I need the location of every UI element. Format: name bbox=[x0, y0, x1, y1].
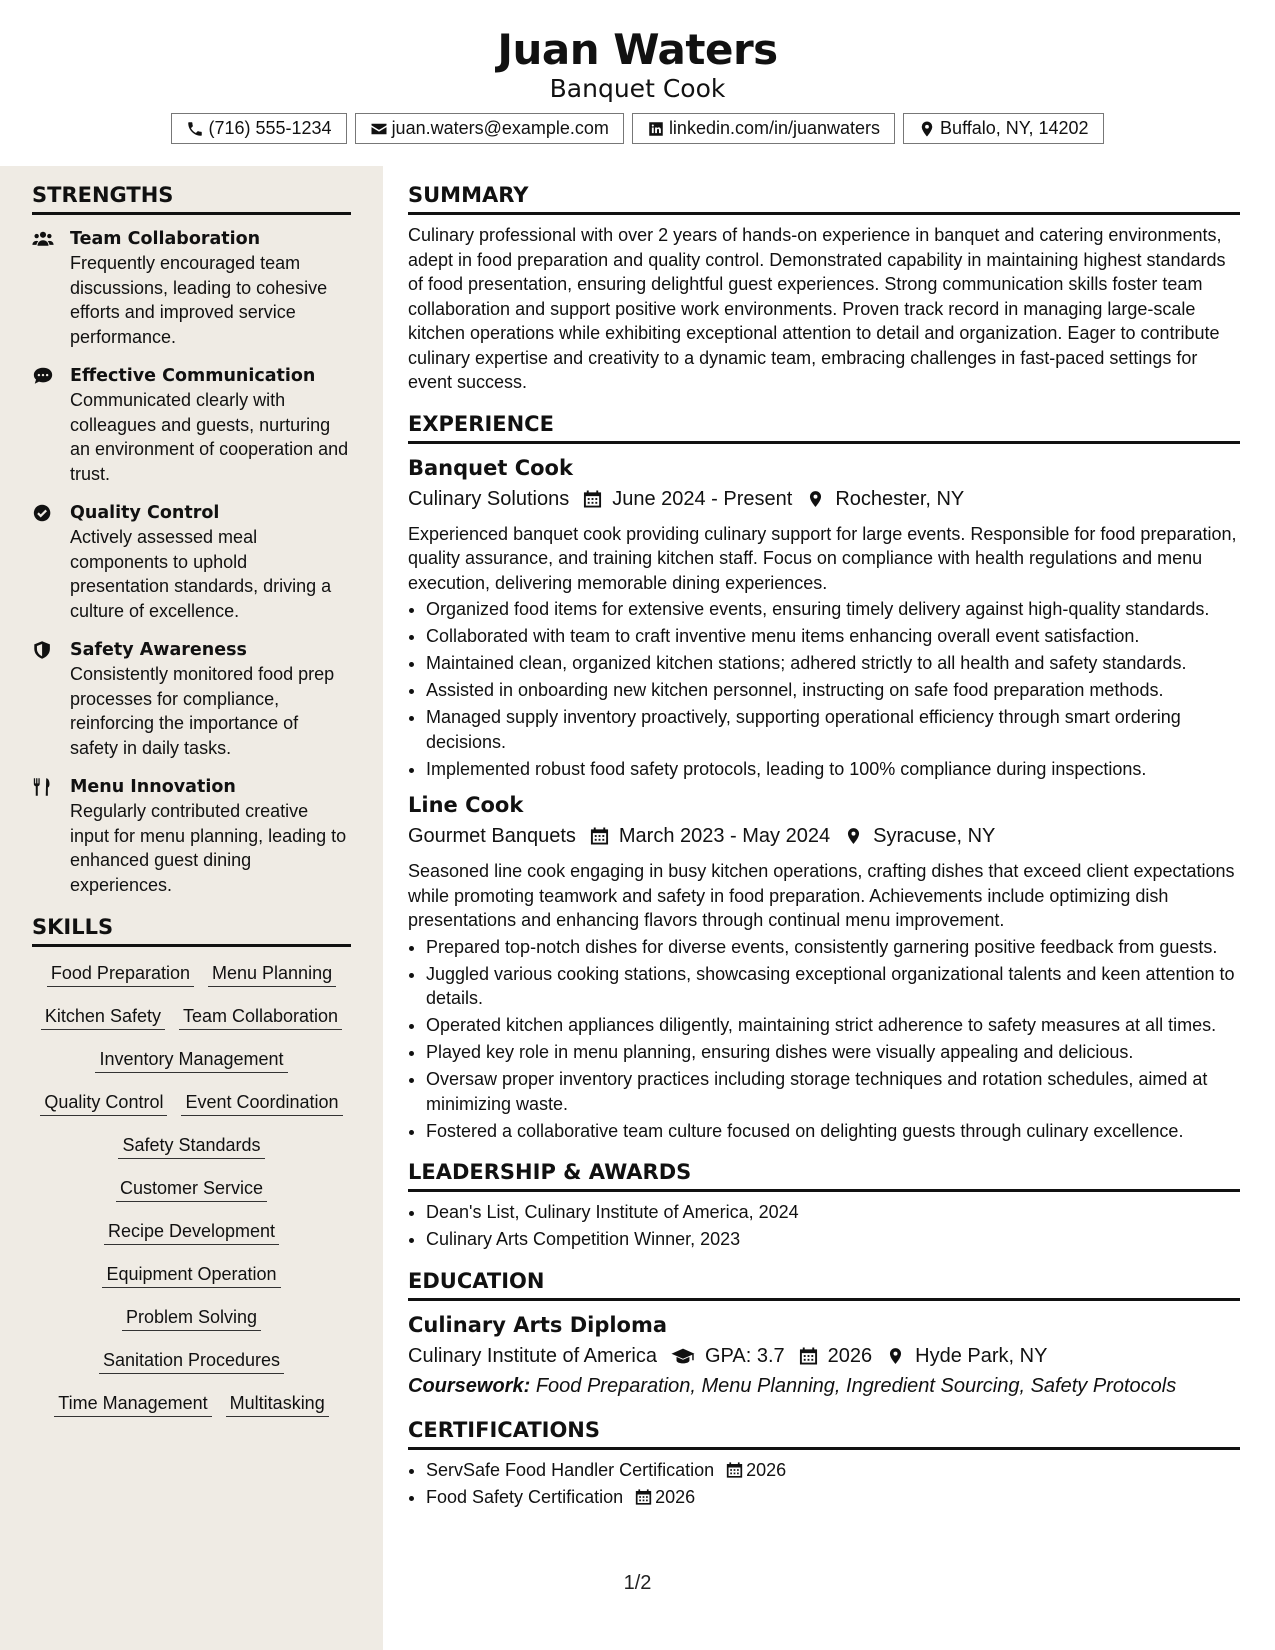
calendar-icon bbox=[590, 826, 609, 846]
contact-location[interactable] bbox=[903, 113, 1103, 144]
skill-tag: Event Coordination bbox=[181, 1090, 342, 1116]
certifications-list bbox=[408, 1458, 1240, 1510]
sidebar bbox=[0, 166, 383, 1650]
main-content bbox=[408, 166, 1240, 1512]
skills-list bbox=[32, 961, 351, 1417]
map-pin-icon bbox=[886, 1346, 905, 1366]
graduation-cap-icon bbox=[671, 1346, 695, 1366]
contact-phone[interactable] bbox=[171, 113, 346, 144]
job-title: Line Cook bbox=[408, 793, 524, 817]
job-location: Rochester, NY bbox=[835, 487, 965, 510]
strength-item bbox=[32, 501, 351, 623]
job-dates: March 2023 - May 2024 bbox=[618, 825, 831, 847]
skill-tag: Sanitation Procedures bbox=[99, 1348, 284, 1374]
coursework-text: Food Preparation, Menu Planning, Ingredient Sourcing, Safety Protocols bbox=[535, 1374, 1177, 1397]
strength-item bbox=[32, 364, 351, 486]
list-item: • Operated kitchen appliances diligently, maintaining strict adherence to safety measures at all times. bbox=[426, 1013, 1240, 1038]
awards-list bbox=[408, 1200, 1240, 1252]
check-circle-icon bbox=[32, 503, 54, 523]
strength-title: Effective Communication bbox=[70, 366, 316, 386]
candidate-title: Banquet Cook bbox=[549, 74, 726, 103]
phone-icon bbox=[186, 120, 204, 138]
list-item bbox=[426, 1485, 1240, 1510]
awards-heading: LEADERSHIP & AWARDS bbox=[408, 1157, 1240, 1192]
location-text: Buffalo, NY, 14202 bbox=[940, 118, 1089, 138]
list-item: • Organized food items for extensive events, ensuring timely delivery against high-quality standards. bbox=[426, 597, 1240, 622]
strength-desc: Frequently encouraged team discussions, leading to cohesive efforts and improved service performance. bbox=[70, 253, 328, 347]
job-entry bbox=[408, 454, 1240, 782]
page-number: 1/2 bbox=[623, 1572, 652, 1594]
list-item: • Oversaw proper inventory practices including storage techniques and rotation schedules, aimed at minimizing waste. bbox=[426, 1067, 1240, 1116]
job-location: Syracuse, NY bbox=[873, 825, 996, 847]
list-item: • Implemented robust food safety protocols, leading to 100% compliance during inspections. bbox=[426, 757, 1240, 782]
certification-name: • Food Safety Certification bbox=[426, 1486, 624, 1507]
strength-desc: Communicated clearly with colleagues and guests, nurturing an environment of cooperation and trust. bbox=[70, 390, 349, 484]
strength-title: Team Collaboration bbox=[70, 229, 261, 249]
strength-item bbox=[32, 638, 351, 760]
education-entry bbox=[408, 1311, 1240, 1401]
certification-name: • ServSafe Food Handler Certification bbox=[426, 1459, 715, 1480]
job-meta bbox=[408, 484, 1240, 514]
experience-heading: EXPERIENCE bbox=[408, 409, 1240, 444]
graduation-year: 2026 bbox=[827, 1344, 873, 1367]
skill-tag: Safety Standards bbox=[118, 1133, 264, 1159]
calendar-icon bbox=[635, 1488, 652, 1506]
job-description: Experienced banquet cook providing culinary support for large events. Responsible for food preparation, quality assurance, and training kitchen staff. Focus on compliance with health regulations and menu execution, delivering memorable dining experiences. bbox=[408, 523, 1237, 593]
strength-title: Safety Awareness bbox=[70, 640, 247, 660]
map-pin-icon bbox=[918, 120, 936, 138]
strength-desc: Consistently monitored food prep processes for compliance, reinforcing the importance of safety in daily tasks. bbox=[70, 664, 335, 758]
list-item: • Prepared top-notch dishes for diverse events, consistently garnering positive feedback from guests. bbox=[426, 935, 1240, 960]
job-company: Culinary Solutions bbox=[408, 487, 570, 510]
list-item: • Fostered a collaborative team culture focused on delighting guests through culinary excellence. bbox=[426, 1119, 1240, 1144]
skill-tag: Equipment Operation bbox=[102, 1262, 280, 1288]
chat-icon bbox=[32, 366, 54, 386]
calendar-icon bbox=[583, 489, 602, 509]
school-name: Culinary Institute of America bbox=[408, 1344, 657, 1367]
education-heading: EDUCATION bbox=[408, 1266, 1240, 1301]
list-item: • Maintained clean, organized kitchen stations; adhered strictly to all health and safety standards. bbox=[426, 651, 1240, 676]
job-meta bbox=[408, 821, 1240, 851]
list-item: • Collaborated with team to craft inventive menu items enhancing overall event satisfaction. bbox=[426, 624, 1240, 649]
resume-header bbox=[0, 0, 1275, 166]
skill-tag: Multitasking bbox=[226, 1391, 329, 1417]
certification-year: 2026 bbox=[746, 1459, 787, 1480]
coursework bbox=[408, 1371, 1240, 1401]
job-entry bbox=[408, 791, 1240, 1143]
job-bullets bbox=[408, 935, 1240, 1144]
job-bullets bbox=[408, 597, 1240, 781]
map-pin-icon bbox=[806, 489, 825, 509]
phone-text: (716) 555-1234 bbox=[208, 118, 332, 138]
certifications-heading: CERTIFICATIONS bbox=[408, 1415, 1240, 1450]
linkedin-icon bbox=[647, 120, 665, 138]
candidate-name: Juan Waters bbox=[497, 25, 778, 74]
shield-icon bbox=[32, 640, 54, 660]
job-title: Banquet Cook bbox=[408, 455, 573, 480]
strength-desc: Actively assessed meal components to uphold presentation standards, driving a culture of excellence. bbox=[70, 527, 332, 621]
strength-item bbox=[32, 775, 351, 897]
certification-year: 2026 bbox=[655, 1486, 696, 1507]
list-item bbox=[426, 1458, 1240, 1483]
list-item: • Played key role in menu planning, ensuring dishes were visually appealing and delicious. bbox=[426, 1040, 1240, 1065]
education-meta bbox=[408, 1341, 1240, 1371]
coursework-label: Coursework: bbox=[408, 1374, 531, 1397]
contact-email[interactable] bbox=[355, 113, 624, 144]
list-item: • Juggled various cooking stations, showcasing exceptional organizational talents and keen attention to details. bbox=[426, 962, 1240, 1011]
map-pin-icon bbox=[844, 826, 863, 846]
users-icon bbox=[32, 229, 54, 249]
skill-tag: Inventory Management bbox=[95, 1047, 287, 1073]
strength-desc: Regularly contributed creative input for menu planning, leading to enhanced guest dining experiences. bbox=[70, 801, 347, 895]
list-item: • Assisted in onboarding new kitchen personnel, instructing on safe food preparation methods. bbox=[426, 678, 1240, 703]
summary-heading: SUMMARY bbox=[408, 180, 1240, 215]
email-text: juan.waters@example.com bbox=[391, 118, 609, 138]
list-item: • Managed supply inventory proactively, supporting operational efficiency through smart ordering decisions. bbox=[426, 705, 1240, 754]
job-dates: June 2024 - Present bbox=[612, 487, 793, 510]
strengths-heading: STRENGTHS bbox=[32, 180, 351, 215]
skill-tag: Problem Solving bbox=[122, 1305, 261, 1331]
strength-title: Menu Innovation bbox=[70, 777, 236, 797]
skill-tag: Menu Planning bbox=[208, 961, 336, 987]
skill-tag: Food Preparation bbox=[47, 961, 194, 987]
skill-tag: Customer Service bbox=[116, 1176, 267, 1202]
skill-tag: Kitchen Safety bbox=[41, 1004, 165, 1030]
strengths-list bbox=[32, 227, 351, 897]
job-company: Gourmet Banquets bbox=[408, 825, 576, 847]
list-item: • Dean's List, Culinary Institute of America, 2024 bbox=[426, 1200, 1240, 1225]
summary-text: Culinary professional with over 2 years of hands-on experience in banquet and catering environments, adept in food preparation and quality control. Demonstrated capability in maintaining highest standards of food presentation, ensuring delightful guest experiences. Strong communication skills foster team collaboration and support positive work environments. Proven track record in managing large-scale kitchen operations while exhibiting exceptional attention to detail and organization. Eager to contribute culinary expertise and creativity to a dynamic team, embracing challenges in fast-paced settings for event success. bbox=[408, 225, 1226, 392]
strength-title: Quality Control bbox=[70, 503, 220, 523]
contact-bar bbox=[0, 113, 1275, 144]
job-description: Seasoned line cook engaging in busy kitchen operations, crafting dishes that exceed client expectations while promoting teamwork and safety in food preparation. Achievements include optimizing dish presentations and enhancing flavors through continual menu improvement. bbox=[408, 861, 1235, 930]
contact-linkedin[interactable] bbox=[632, 113, 895, 144]
skill-tag: Team Collaboration bbox=[179, 1004, 342, 1030]
skill-tag: Quality Control bbox=[40, 1090, 167, 1116]
gpa: GPA: 3.7 bbox=[705, 1344, 785, 1367]
strength-item bbox=[32, 227, 351, 349]
school-location: Hyde Park, NY bbox=[915, 1344, 1048, 1367]
envelope-icon bbox=[370, 120, 388, 138]
skill-tag: Time Management bbox=[54, 1391, 211, 1417]
list-item: • Culinary Arts Competition Winner, 2023 bbox=[426, 1227, 1240, 1252]
utensils-icon bbox=[32, 777, 54, 797]
linkedin-text: linkedin.com/in/juanwaters bbox=[668, 118, 881, 138]
degree-title: Culinary Arts Diploma bbox=[408, 1312, 668, 1337]
calendar-icon bbox=[726, 1461, 743, 1479]
skill-tag: Recipe Development bbox=[104, 1219, 279, 1245]
calendar-icon bbox=[799, 1346, 818, 1366]
skills-heading: SKILLS bbox=[32, 912, 351, 947]
